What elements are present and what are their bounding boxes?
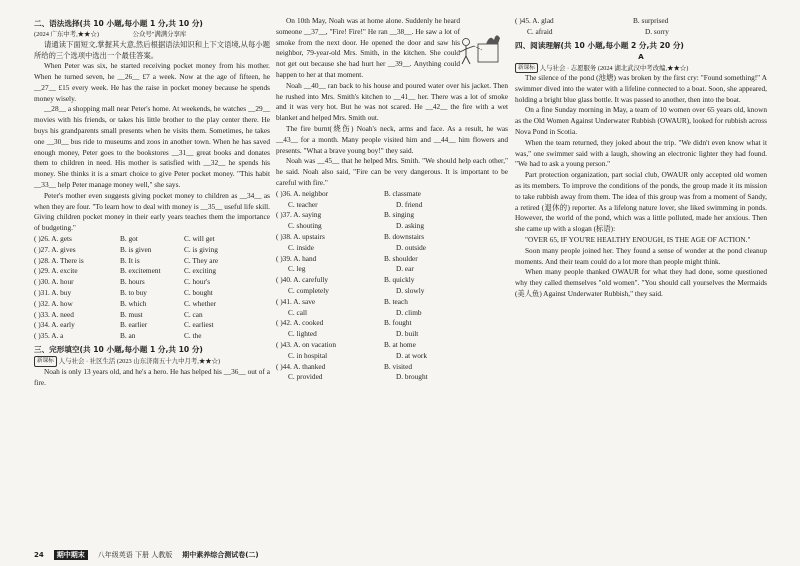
option-c: C. provided	[288, 372, 323, 382]
section-2-title: 二、语法选择(共 10 小题,每小题 1 分,共 10 分)	[34, 19, 203, 28]
cloze-paragraph-2: Noah __40__ ran back to his house and poured water over his jacket. Then he rushed into Mrs. Smith's kitchen to __41__ her. There was a lot of smoke and it was very hot. But he was not scared. He __42__ the fire with a wet blanket and helped Mrs. Smith out.	[276, 80, 508, 123]
grammar-question[interactable]	[34, 256, 270, 267]
grammar-question[interactable]	[34, 320, 270, 331]
section-3-title: 三、完形填空(共 10 小题,每小题 1 分,共 10 分)	[34, 345, 203, 355]
source-text: 人与社会 · 社区生活 (2023 山东济南五十九中月考,★★☆)	[58, 358, 221, 366]
section-4-source	[515, 63, 767, 73]
cloze-question[interactable]	[276, 189, 508, 211]
reading-paragraph-7: When many people thanked OWAUR for what they had done, some questioned why they called themselves "old women". "You should call yourselves the Mermaids (美人鱼) Against Underwater Rubbish," they said.	[515, 267, 767, 299]
column-1	[34, 16, 270, 388]
option-c: C. exciting	[184, 266, 217, 276]
option-b: B. surprised	[633, 16, 669, 25]
option-d: D. asking	[396, 221, 424, 231]
option-b: B. singing	[384, 210, 415, 220]
option-c: C. inside	[288, 242, 314, 252]
cloze-question[interactable]	[276, 318, 508, 340]
option-b: B. classmate	[384, 188, 421, 198]
option-b: B. an	[120, 331, 136, 341]
source-text: 人与社会 · 志愿服务 (2024 湖北武汉中考改编,★★☆)	[539, 64, 689, 72]
reading-paragraph-6: Soon many people joined her. They found a sense of wonder at the pond cleanup moments. And their team could do a lot more than people might think.	[515, 245, 767, 266]
option-c: C. the	[184, 331, 202, 341]
section-4-title: 四、阅读理解(共 10 小题,每小题 2 分,共 20 分)	[515, 40, 684, 50]
option-b: B. got	[120, 234, 138, 244]
option-c: C. lighted	[288, 329, 317, 339]
option-a: ( )43. A. on vacation	[276, 339, 336, 349]
reading-paragraph-4: Part protection organization, part social club, OWAUR only accepted old women as its members. To improve the conditions of the ponds, the group made it its mission to take rubbish away from them. The idea of this group was from a moment of Sandy, a retired (退休的) reporter. As a lifelong nature lover, she liked swimming in ponds. However, the world of the pond, which was a little polluted, made her anxious. Then she came up with a slogan (标语):	[515, 170, 767, 234]
grammar-question[interactable]	[34, 266, 270, 277]
option-d: D. friend	[396, 199, 423, 209]
option-b: B. teach	[384, 296, 408, 306]
cloze-question[interactable]	[276, 275, 508, 297]
grammar-paragraph-3: Peter's mother even suggests giving pocket money to children as __34__ as when they are four. "To learn how to deal with money is __35__ useful life skill. Giving children pocket money in their early years teaches them the importance of budgeting."	[34, 190, 270, 233]
option-b: B. which	[120, 298, 147, 308]
page-number: 24	[34, 550, 44, 559]
grammar-question[interactable]	[34, 277, 270, 288]
option-d: D. brought	[396, 372, 428, 382]
grammar-paragraph-2: __28__ a shopping mall near Peter's home. At weekends, he watches __29__ movies with his friends, or takes his little brother to the play center there. He buys his grandparents small presents when he visits them. Sometimes, he takes one __30__ bus ride to museums and zoos in another town. When he has saved enough money, Peter goes to the bookstores __31__ great books and donates them to children in need. His mother is satisfied with __32__ he spends his money. She thinks it is a smart choice to give Peter pocket money. "This habit __33__ help Peter manage money well," she says.	[34, 104, 270, 190]
option-c: C. earliest	[184, 320, 214, 330]
option-b: B. at home	[384, 339, 416, 349]
option-c: C. can	[184, 309, 203, 319]
column-2	[276, 16, 508, 383]
option-c: C. will get	[184, 234, 215, 244]
option-a: ( )28. A. There is	[34, 255, 84, 265]
new-curriculum-tag: 新课标	[34, 356, 57, 366]
page-footer	[34, 550, 259, 560]
option-c: C. is giving	[184, 244, 218, 254]
option-c: C. whether	[184, 298, 217, 308]
option-a: ( )42. A. cooked	[276, 318, 324, 328]
cloze-question[interactable]	[276, 210, 508, 232]
cloze-paragraph-1: On 10th May, Noah was at home alone. Suddenly he heard someone __37__, "Fire! Fire!" He ran __38__. He saw a lot of smoke from the next door. He opened the door and saw his neighbor, 79-year-old Mrs. Smith, in the kitchen. She could not get out because she had hurt her __39__. Anything could happen to her at that moment.	[276, 16, 460, 79]
book-meta: 八年级英语 下册 人教版	[97, 550, 173, 559]
option-c: C. leg	[288, 264, 306, 274]
option-a: ( )45. A. glad	[515, 16, 554, 25]
option-b: B. excitement	[120, 266, 161, 276]
reading-paragraph-3: When the team returned, they joked about the trip. "We didn't even know what it was," one swimmer said with a laugh, showing an electronic lighter they had found. "We had to ask a young person."	[515, 137, 767, 169]
option-b: B. shoulder	[384, 253, 418, 263]
reading-slogan: "OVER 65, IF YOU'RE HEALTHY ENOUGH, IS THE AGE OF ACTION."	[525, 235, 751, 245]
grammar-paragraph-1: When Peter was six, he started receiving pocket money from his mother. When he turned seven, he __26__ £7 a week. Now at the age of fifteen, he __27__ £15 every week. He has the raise in pocket money because he spends money wisely.	[34, 61, 270, 103]
new-curriculum-tag: 新课标	[515, 63, 538, 73]
section-2-instructions: 请通读下面短文,掌握其大意,然后根据语法知识和上下文语境,从每小题所给的三个选项中选出一个最佳答案。	[34, 39, 270, 60]
option-c: C. They are	[184, 255, 219, 265]
option-b: B. quickly	[384, 275, 415, 285]
watermark-text: 公众号"满满分享库	[132, 31, 187, 39]
grammar-question[interactable]	[34, 234, 270, 245]
option-b: B. is given	[120, 244, 152, 254]
option-d: D. at work	[396, 350, 428, 360]
option-b: B. must	[120, 309, 143, 319]
cloze-question[interactable]	[276, 297, 508, 319]
grammar-questions	[34, 234, 270, 342]
option-a: ( )41. A. save	[276, 296, 316, 306]
option-b: B. hours	[120, 277, 145, 287]
option-a: ( )36. A. neighbor	[276, 188, 329, 198]
option-b: B. to buy	[120, 288, 147, 298]
cloze-paragraph-intro: Noah is only 13 years old, and he's a hero. He has helped his __36__ out of a fire.	[34, 366, 270, 387]
passage-label: A	[638, 51, 644, 61]
option-c: C. hour's	[184, 277, 211, 287]
option-b: B. downstairs	[384, 231, 425, 241]
option-a: ( )37. A. saying	[276, 210, 322, 220]
grammar-question[interactable]	[34, 331, 270, 342]
section-2-source	[34, 30, 270, 39]
grammar-question[interactable]	[34, 299, 270, 310]
option-d: D. slowly	[396, 285, 425, 295]
option-a: ( )29. A. excite	[34, 266, 78, 276]
cloze-question[interactable]	[276, 340, 508, 362]
option-d: D. built	[396, 329, 419, 339]
option-b: B. earlier	[120, 320, 148, 330]
cloze-paragraph-3: The fire burnt(烧伤) Noah's neck, arms and face. As a result, he was __43__ for a month. Many people visited him and __44__ him flowers and presents. "What a brave young boy!" they said.	[276, 123, 508, 155]
option-c: C. completely	[288, 285, 329, 295]
option-b: B. visited	[384, 361, 412, 371]
cloze-paragraph-4: Noah was __45__ that he helped Mrs. Smith. "We should help each other," he said. Noah also said, "Fire can be very dangerous. It is important to be careful with fire."	[276, 156, 508, 187]
option-c: C. in hospital	[288, 350, 328, 360]
option-d: D. ear	[396, 264, 414, 274]
option-a: ( )35. A. a	[34, 331, 64, 341]
option-c: C. bought	[184, 288, 213, 298]
option-a: ( )39. A. hand	[276, 253, 317, 263]
option-a: ( )34. A. early	[34, 320, 75, 330]
grammar-question[interactable]	[34, 310, 270, 321]
grammar-question[interactable]	[34, 288, 270, 299]
cloze-questions	[276, 189, 508, 383]
option-a: ( )32. A. how	[34, 298, 73, 308]
option-c: C. afraid	[527, 26, 553, 36]
fire-illustration	[456, 30, 502, 66]
source-text: (2024 广东中考,★★☆)	[34, 31, 99, 39]
option-d: D. sorry	[645, 26, 669, 36]
option-a: ( )31. A. buy	[34, 288, 72, 298]
column-3	[515, 16, 767, 300]
reading-paragraph-1: The silence of the pond (池塘) was broken by the first cry: "Found something!" A swimmer dived into the water with a lifeline connected to a boat. Soon, she appeared, holding a bright blue glass bottle. It was passed to another, then into the boat.	[515, 73, 767, 104]
option-b: B. It is	[120, 255, 140, 265]
option-d: D. outside	[396, 242, 426, 252]
option-a: ( )33. A. need	[34, 309, 74, 319]
cloze-question[interactable]	[276, 362, 508, 384]
option-a: ( )44. A. thanked	[276, 361, 326, 371]
cloze-question-45[interactable]	[515, 16, 767, 38]
option-a: ( )30. A. hour	[34, 277, 74, 287]
option-a: ( )26. A. gets	[34, 234, 72, 244]
option-b: B. fought	[384, 318, 412, 328]
option-a: ( )38. A. upstairs	[276, 231, 325, 241]
test-title: 期中素养综合测试卷(二)	[182, 550, 259, 559]
option-c: C. teacher	[288, 199, 318, 209]
grammar-question[interactable]	[34, 245, 270, 256]
option-a: ( )27. A. gives	[34, 244, 76, 254]
reading-paragraph-2: On a fine Sunday morning in May, a team of 10 women over 65 years old, known as the Old Women Against Underwater Rubbish (OWAUR), looked for rubbish across Nova Pond in Scotia.	[515, 105, 767, 137]
option-d: D. climb	[396, 307, 422, 317]
option-c: C. shouting	[288, 221, 322, 231]
section-3-source	[34, 356, 270, 366]
cloze-question[interactable]	[276, 232, 508, 254]
option-c: C. call	[288, 307, 308, 317]
brand-badge: 期中期末	[54, 550, 88, 560]
option-a: ( )40. A. carefully	[276, 275, 329, 285]
cloze-question[interactable]	[276, 254, 508, 276]
